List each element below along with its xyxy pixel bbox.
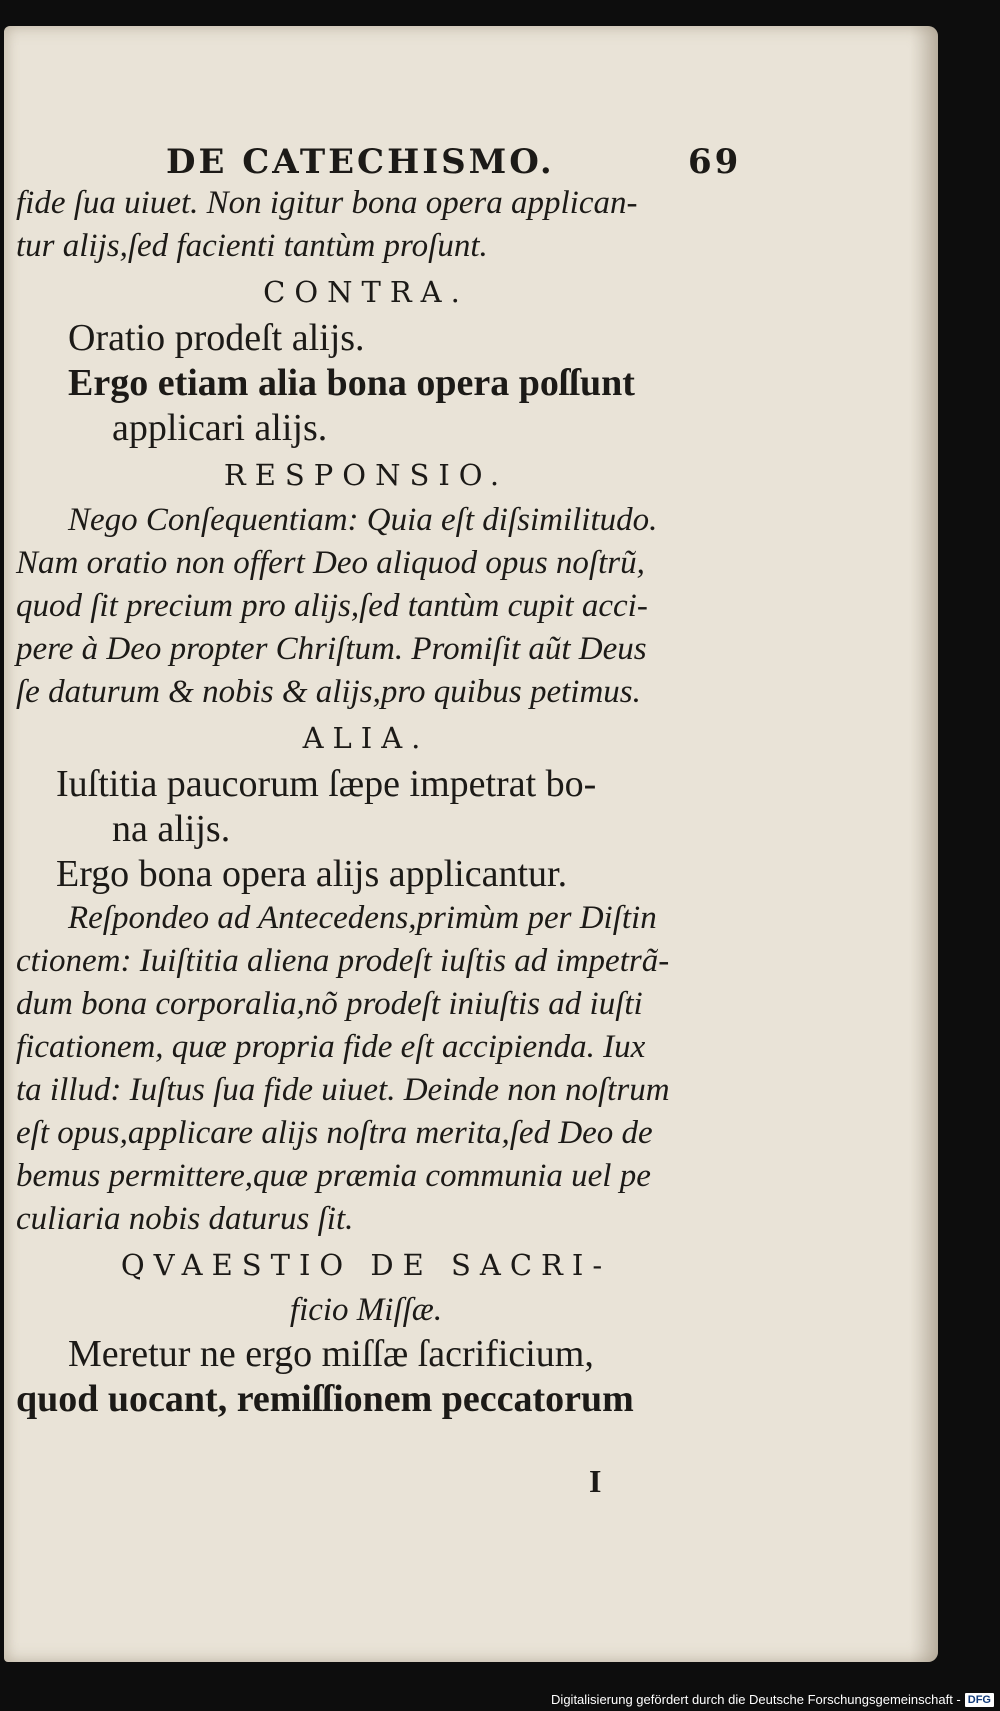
text-line: quod ſit precium pro alijs,ſed tantùm cupit acci-: [16, 588, 648, 624]
page-header: [16, 112, 742, 182]
section-heading: QVAESTIO DE SACRI-: [120, 1248, 612, 1282]
text-line: eſt opus,applicare alijs noſtra merita,ſed Deo de: [16, 1115, 653, 1151]
text-line: ficationem, quæ propria fide eſt accipienda. Iux: [16, 1029, 646, 1065]
running-title: DE CATECHISMO.: [166, 142, 555, 182]
text-line: ctionem: Iuiſtitia aliena prodeſt iuſtis ad impetrã-: [16, 943, 670, 979]
text-line: ſe daturum & nobis & alijs,pro quibus petimus.: [16, 674, 641, 710]
page-text: [16, 112, 742, 1422]
text-line: tur alijs,ſed facienti tantùm proſunt.: [16, 228, 488, 264]
text-line: dum bona corporalia,nõ prodeſt iniuſtis ad iuſti: [16, 986, 643, 1022]
text-line: applicari alijs.: [112, 407, 328, 449]
text-line: fide ſua uiuet. Non igitur bona opera applican-: [16, 185, 638, 221]
text-line: Ergo bona opera alijs applicantur.: [56, 853, 568, 895]
text-line: Meretur ne ergo miſſæ ſacrificium,: [68, 1333, 594, 1375]
text-line: ta illud: Iuſtus ſua fide uiuet. Deinde non noſtrum: [16, 1072, 670, 1108]
text-line: quod uocant, remiſſionem peccatorum: [16, 1378, 634, 1420]
text-line: Iuſtitia paucorum ſæpe impetrat bo-: [56, 763, 597, 805]
folio-number: 69: [688, 142, 742, 182]
text-line: Oratio prodeſt alijs.: [68, 317, 365, 359]
text-line: culiaria nobis daturus ſit.: [16, 1201, 354, 1237]
signature-mark: I: [589, 1463, 602, 1499]
text-line: Nego Conſequentiam: Quia eſt diſsimilitudo.: [68, 502, 658, 538]
text-line: Ergo etiam alia bona opera poſſunt: [68, 362, 635, 404]
section-heading: RESPONSIO.: [223, 458, 509, 492]
text-line: Reſpondeo ad Antecedens,primùm per Diſtin: [68, 900, 657, 936]
text-line: pere à Deo propter Chriſtum. Promiſit aũt Deus: [16, 631, 647, 667]
text-line: ficio Miſſæ.: [289, 1292, 443, 1328]
text-line: na alijs.: [112, 808, 231, 850]
footer-credit-text: Digitalisierung gefördert durch die Deutsche Forschungsgemeinschaft -: [551, 1692, 961, 1707]
body-text: [16, 182, 716, 1422]
text-line: Nam oratio non offert Deo aliquod opus noſtrũ,: [16, 545, 645, 581]
footer-credit: [551, 1692, 994, 1707]
book-page: [4, 26, 938, 1662]
text-line: bemus permittere,quæ præmia communia uel pe: [16, 1158, 651, 1194]
dfg-logo-icon: DFG: [965, 1693, 994, 1707]
section-heading: CONTRA.: [263, 275, 469, 309]
section-heading: ALIA.: [302, 721, 430, 755]
